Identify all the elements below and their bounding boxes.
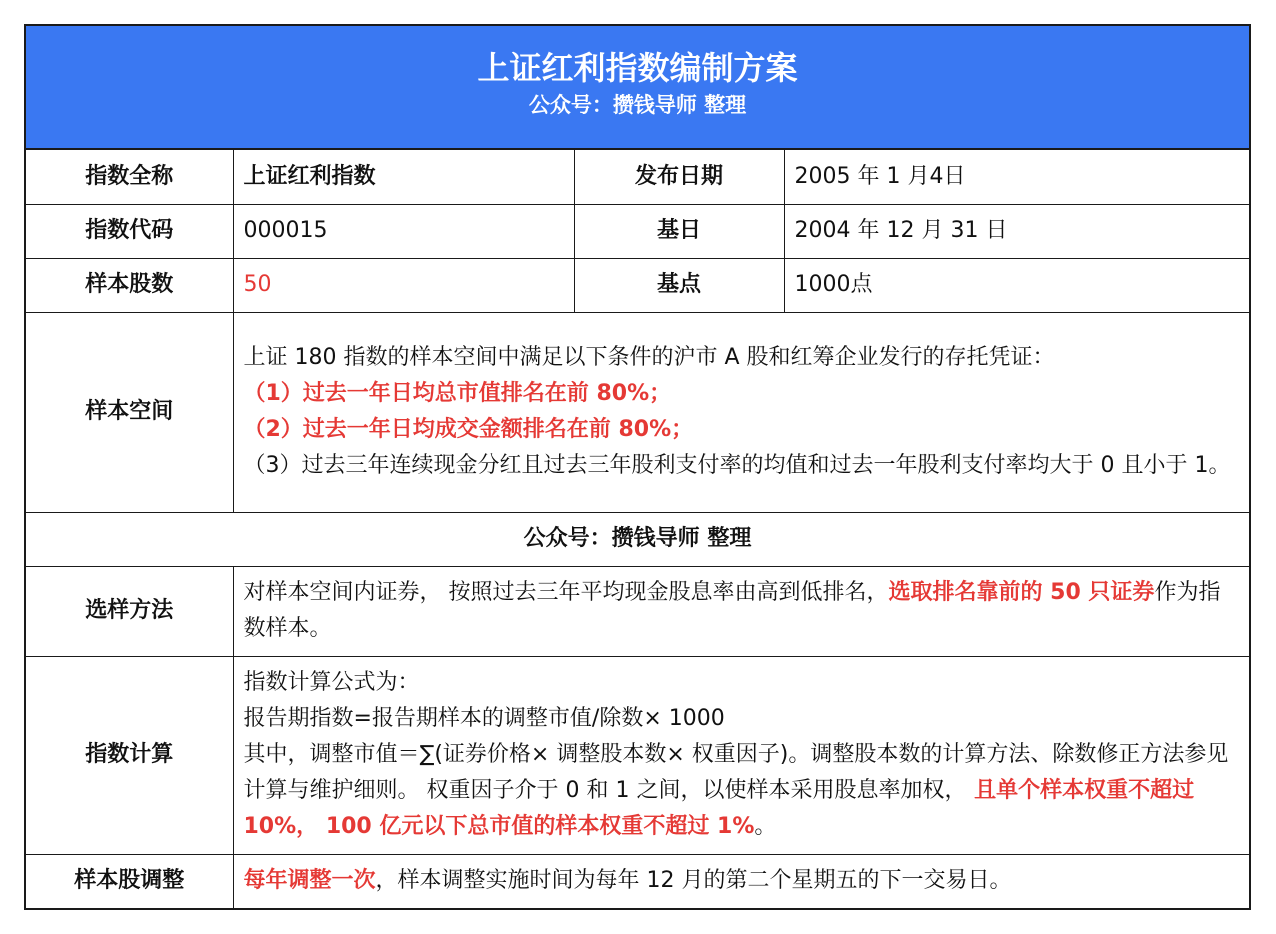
release-date-label: 发布日期 [574, 150, 784, 204]
calculation-content [233, 656, 1249, 854]
full-name-label: 指数全称 [26, 150, 233, 204]
sample-space-intro: 上证 180 指数的样本空间中满足以下条件的沪市 A 股和红筹企业发行的存托凭证： [243, 345, 1055, 370]
code-value: 000015 [233, 204, 574, 258]
selection-label: 选样方法 [26, 566, 233, 656]
calculation-label: 指数计算 [26, 656, 233, 854]
full-name-value: 上证红利指数 [233, 150, 574, 204]
page-title: 上证红利指数编制方案 [477, 49, 798, 87]
sample-space-condition-2: （2）过去一年日均成交金额排名在前 80%； [243, 417, 694, 442]
sample-space-condition-3: （3）过去三年连续现金分红且过去三年股利支付率的均值和过去一年股利支付率均大于 0 且小于 1。 [243, 453, 1231, 478]
index-scheme-table [24, 24, 1251, 910]
info-table [26, 150, 1249, 908]
calculation-highlight: 且单个样本权重不超过 10%， 100 亿元以下总市值的样本权重不超过 1% [243, 778, 1195, 839]
base-day-value: 2004 年 12 月 31 日 [784, 204, 1249, 258]
sample-space-condition-1: （1）过去一年日均总市值排名在前 80%； [243, 381, 672, 406]
selection-text-a: 对样本空间内证券， 按照过去三年平均现金股息率由高到低排名， [243, 580, 889, 605]
table-row [26, 656, 1249, 854]
adjustment-label: 样本股调整 [26, 854, 233, 908]
selection-content [233, 566, 1249, 656]
base-day-label: 基日 [574, 204, 784, 258]
sample-space-label: 样本空间 [26, 312, 233, 512]
table-row [26, 312, 1249, 512]
calculation-line-1: 指数计算公式为： [243, 670, 420, 695]
sample-space-content [233, 312, 1249, 512]
selection-text-b: 作为指数样本。 [243, 580, 1221, 641]
calculation-line-2: 报告期指数=报告期样本的调整市值/除数× 1000 [243, 706, 725, 731]
base-point-label: 基点 [574, 258, 784, 312]
table-row [26, 566, 1249, 656]
table-header [26, 26, 1249, 150]
page-subtitle: 公众号：攒钱导师 整理 [528, 93, 747, 117]
adjustment-text: ，样本调整实施时间为每年 12 月的第二个星期五的下一交易日。 [375, 868, 1012, 894]
base-point-value: 1000点 [784, 258, 1249, 312]
adjustment-highlight: 每年调整一次 [243, 868, 376, 894]
table-row [26, 150, 1249, 204]
table-row [26, 204, 1249, 258]
release-date-value: 2005 年 1 月4日 [784, 150, 1249, 204]
table-row [26, 512, 1249, 566]
sample-count-label: 样本股数 [26, 258, 233, 312]
calculation-line-3: 其中，调整市值＝∑(证券价格× 调整股本数× 权重因子)。调整股本数的计算方法、除数修正方法参见计算与维护细则。 权重因子介于 0 和 1 之间，以使样本采用股息率加权， [243, 742, 1229, 803]
code-label: 指数代码 [26, 204, 233, 258]
sample-count-value: 50 [233, 258, 574, 312]
watermark-row: 公众号：攒钱导师 整理 [26, 512, 1249, 566]
selection-highlight: 选取排名靠前的 50 只证券 [888, 580, 1155, 605]
adjustment-content [233, 854, 1249, 908]
calculation-line-3-end: 。 [754, 814, 777, 839]
table-row [26, 258, 1249, 312]
table-row [26, 854, 1249, 908]
